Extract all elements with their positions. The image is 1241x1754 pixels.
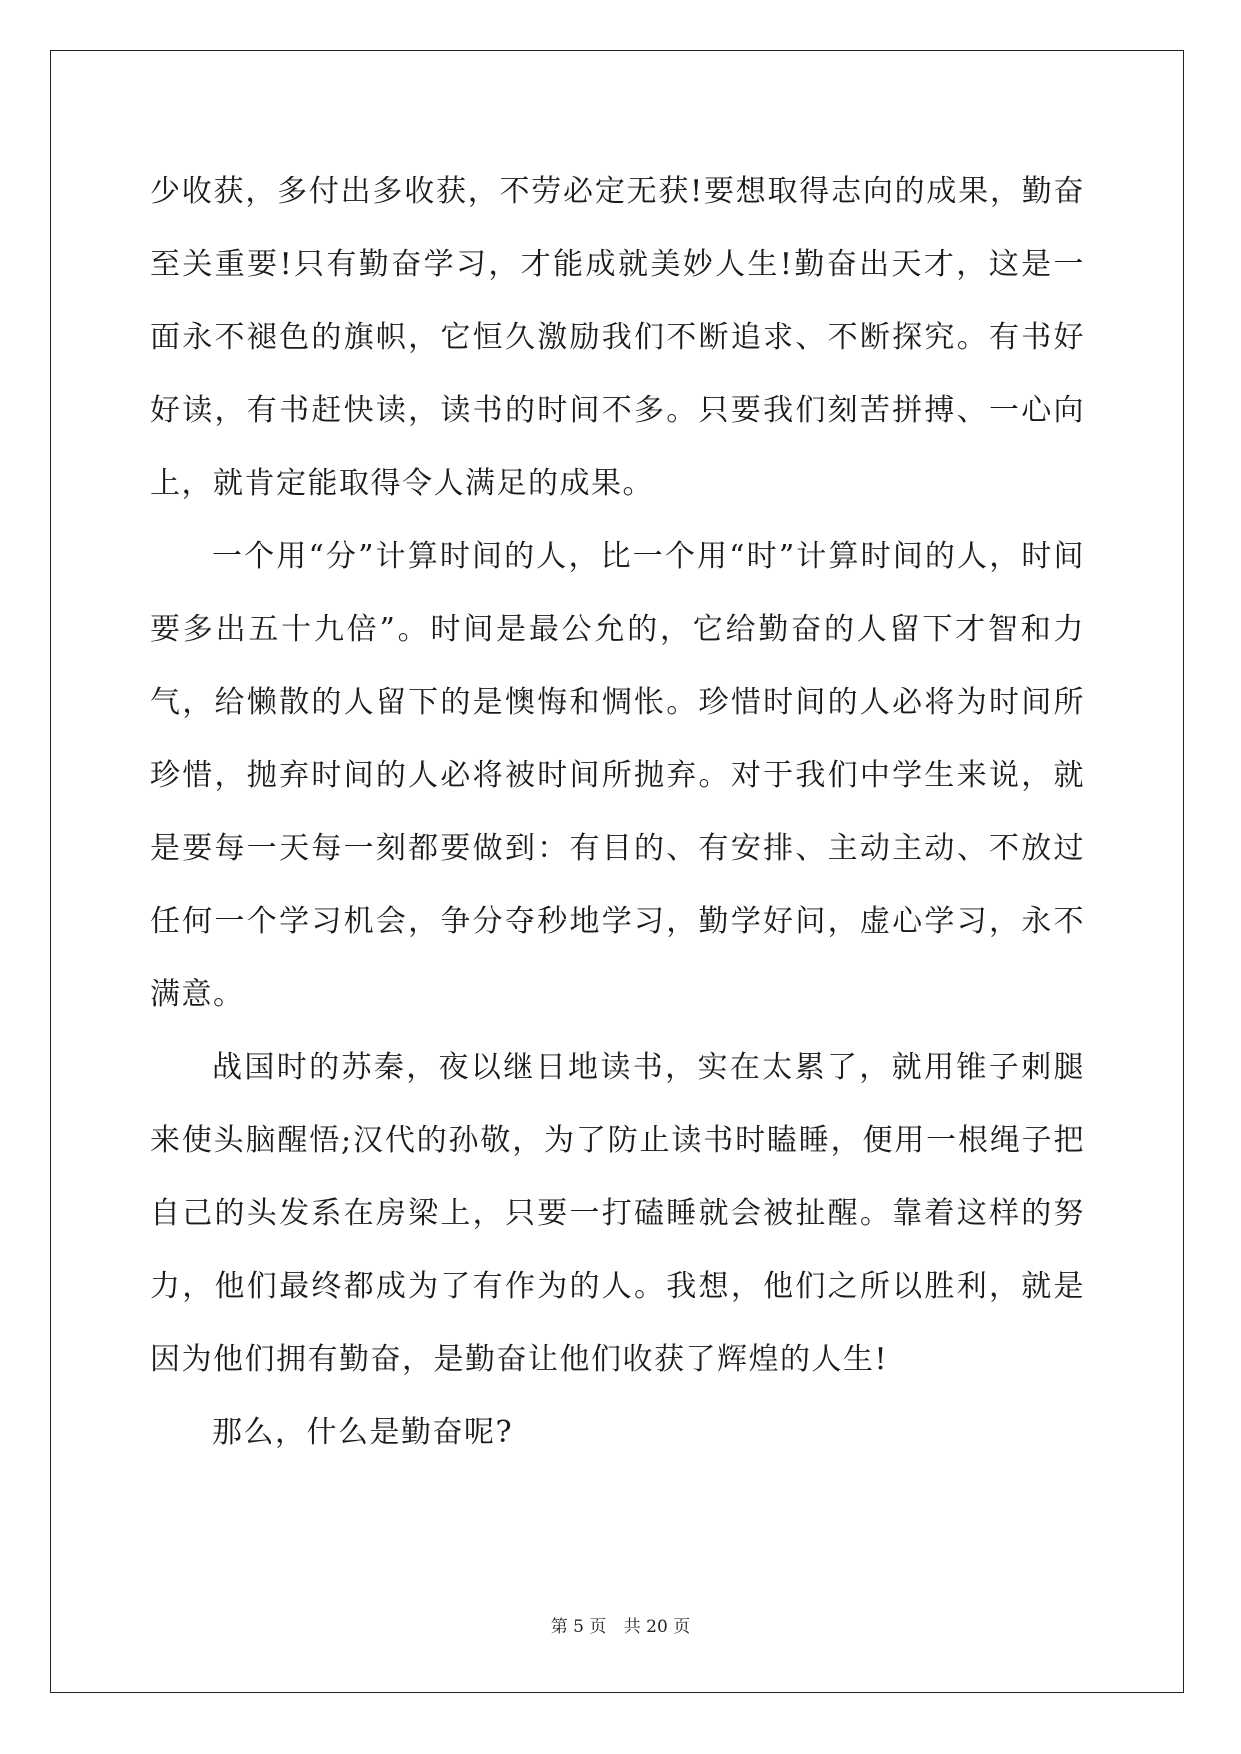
paragraph-4: 那么，什么是勤奋呢? — [212, 1415, 514, 1450]
page-total: 共 20 页 — [623, 1617, 691, 1637]
document-body — [150, 155, 1085, 1469]
page-footer — [0, 1612, 1241, 1637]
paragraph-1: 少收获，多付出多收获，不劳必定无获!要想取得志向的成果，勤奋至关重要!只有勤奋学习，才能成就美妙人生!勤奋出天才，这是一面永不褪色的旗帜，它恒久激励我们不断追求、不断探究。有书好好读，有书赶快读，读书的时间不多。只要我们刻苦拼搏、一心向上，就肯定能取得令人满足的成果。 — [150, 174, 1085, 501]
paragraph-2: 一个用“分”计算时间的人，比一个用“时”计算时间的人，时间要多出五十九倍”。时间是最公允的，它给勤奋的人留下才智和力气，给懒散的人留下的是懊悔和惆怅。珍惜时间的人必将为时间所珍惜，抛弃时间的人必将被时间所抛弃。对于我们中学生来说，就是要每一天每一刻都要做到：有目的、有安排、主动主动、不放过任何一个学习机会，争分夺秒地学习，勤学好问，虚心学习，永不满意。 — [150, 539, 1085, 1012]
paragraph-3: 战国时的苏秦，夜以继日地读书，实在太累了，就用锥子刺腿来使头脑醒悟;汉代的孙敬，为了防止读书时瞌睡，便用一根绳子把自己的头发系在房梁上，只要一打磕睡就会被扯醒。靠着这样的努力，他们最终都成为了有作为的人。我想，他们之所以胜利，就是因为他们拥有勤奋，是勤奋让他们收获了辉煌的人生! — [150, 1050, 1085, 1377]
page-number: 第 5 页 — [550, 1617, 607, 1637]
